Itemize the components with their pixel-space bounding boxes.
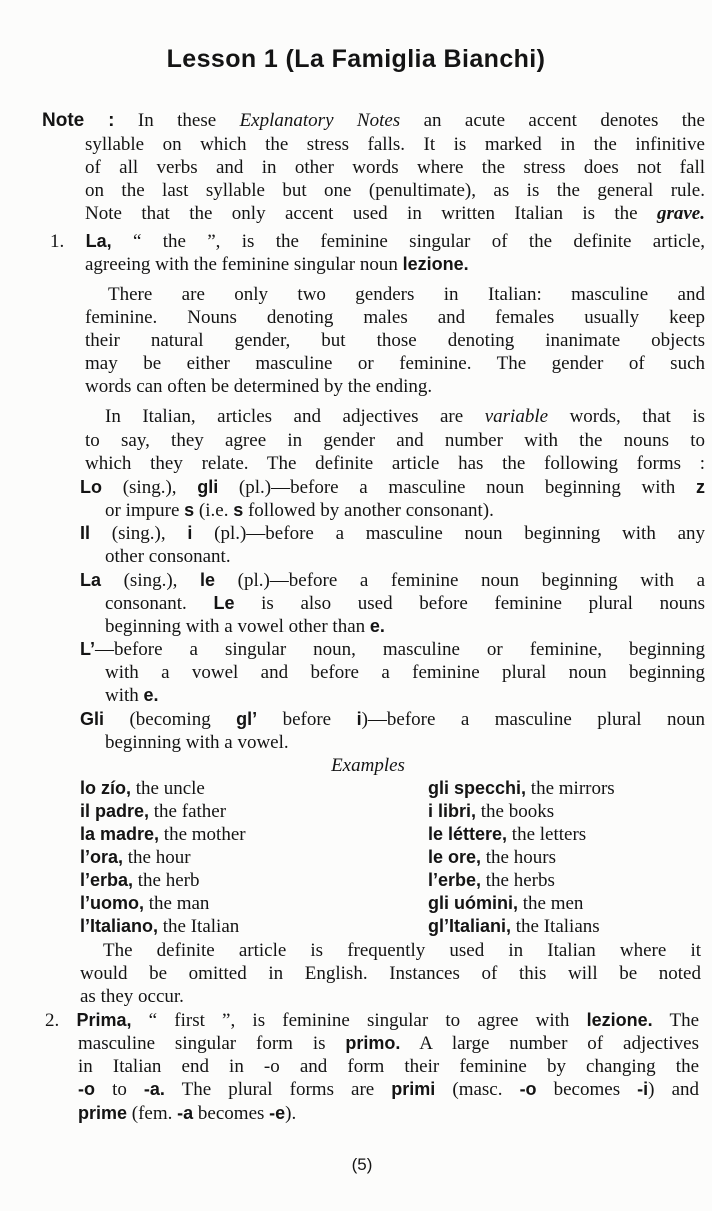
form-gli-line-2: beginning with a vowel.: [105, 732, 289, 753]
example-right: gl’Italiani, the Italians: [428, 916, 600, 937]
para-3-line-1: The definite article is frequently used in Italian where it: [103, 940, 701, 961]
item-2-line-5: prime (fem. -a becomes -e).: [78, 1103, 297, 1124]
example-right: le ore, the hours: [428, 847, 556, 868]
example-left: lo zío, the uncle: [80, 778, 205, 799]
item-2-number: 2.: [45, 1010, 60, 1031]
example-left: il padre, the father: [80, 801, 227, 822]
form-il-line-2: other consonant.: [105, 546, 231, 567]
example-left: l’erba, the herb: [80, 870, 200, 891]
example-right: i libri, the books: [428, 801, 555, 822]
form-lo-line-2: or impure s (i.e. s followed by another consonant).: [105, 500, 494, 521]
lesson-title: Lesson 1 (La Famiglia Bianchi): [166, 45, 546, 73]
explanatory-notes-term: Explanatory Notes: [239, 110, 401, 131]
item-2-line-3: in Italian end in -o and form their feminine by changing the: [78, 1056, 699, 1077]
para-1-line-2: feminine. Nouns denoting males and females usually keep: [85, 307, 705, 328]
para-3-line-3: as they occur.: [80, 986, 184, 1007]
para-2-line-3: which they relate. The definite article has the following forms :: [85, 453, 705, 474]
form-la-line-3: beginning with a vowel other than e.: [105, 616, 385, 637]
example-left: l’ora, the hour: [80, 847, 191, 868]
para-2-line-1: In Italian, articles and adjectives are variable words, that is: [105, 406, 706, 427]
example-right: gli uómini, the men: [428, 893, 584, 914]
example-right: le léttere, the letters: [428, 824, 587, 845]
example-right: l’erbe, the herbs: [428, 870, 555, 891]
grave-term: grave.: [656, 203, 705, 224]
form-gli-line-1: Gli (becoming gl’ before i)—before a masculine plural noun: [80, 709, 705, 730]
para-1-line-3: their natural gender, but those denoting inanimate objects: [85, 330, 705, 351]
para-1-line-4: may be either masculine or feminine. The gender of such: [85, 353, 705, 374]
item-2-word: Prima,: [76, 1010, 132, 1030]
form-lap-line-2: with a vowel and before a feminine plural noun beginning: [105, 662, 705, 683]
item-2-line-2: masculine singular form is primo. A large number of adjectives: [78, 1033, 699, 1054]
examples-heading: Examples: [331, 755, 405, 776]
item-2-line-1: 2. Prima, “ first ”, is feminine singular to agree with lezione. The: [45, 1010, 700, 1031]
example-right: gli specchi, the mirrors: [428, 778, 615, 799]
note-line-5: Note that the only accent used in written Italian is the grave.: [85, 203, 705, 224]
form-la-line-2: consonant. Le is also used before feminine plural nouns: [105, 593, 705, 614]
form-lap-line-1: L’—before a singular noun, masculine or feminine, beginning: [80, 639, 705, 660]
para-1-line-1: There are only two genders in Italian: masculine and: [108, 284, 705, 305]
example-left: l’Italiano, the Italian: [80, 916, 240, 937]
item-1-number: 1.: [50, 231, 65, 252]
note-line-1: Note : In these Explanatory Notes an acute accent denotes the: [42, 110, 705, 131]
item-1-word: La,: [85, 231, 112, 251]
note-line-3: of all verbs and in other words where the stress does not fall: [85, 157, 705, 178]
form-lap-line-3: with e.: [105, 685, 159, 706]
item-1-line-2: agreeing with the feminine singular noun lezione.: [85, 254, 469, 275]
para-3-line-2: would be omitted in English. Instances of this will be noted: [80, 963, 701, 984]
page-number: (5): [351, 1155, 373, 1174]
form-il-line-1: Il (sing.), i (pl.)—before a masculine noun beginning with any: [80, 523, 706, 544]
example-left: l’uomo, the man: [80, 893, 210, 914]
form-lo-line-1: Lo (sing.), gli (pl.)—before a masculine noun beginning with z: [80, 477, 706, 498]
para-1-line-5: words can often be determined by the ending.: [85, 376, 433, 397]
item-1-line-1: 1. La, “ the ”, is the feminine singular of the definite article,: [50, 231, 705, 252]
para-2-line-2: to say, they agree in gender and number with the nouns to: [85, 430, 705, 451]
item-2-line-4: -o to -a. The plural forms are primi (masc. -o becomes -i) and: [78, 1079, 699, 1100]
note-line-2: syllable on which the stress falls. It is marked in the infinitive: [85, 134, 705, 155]
form-la-line-1: La (sing.), le (pl.)—before a feminine noun beginning with a: [80, 570, 705, 591]
note-line-4: on the last syllable but one (penultimate), as is the general rule.: [85, 180, 705, 201]
example-left: la madre, the mother: [80, 824, 246, 845]
note-label: Note :: [42, 110, 115, 131]
